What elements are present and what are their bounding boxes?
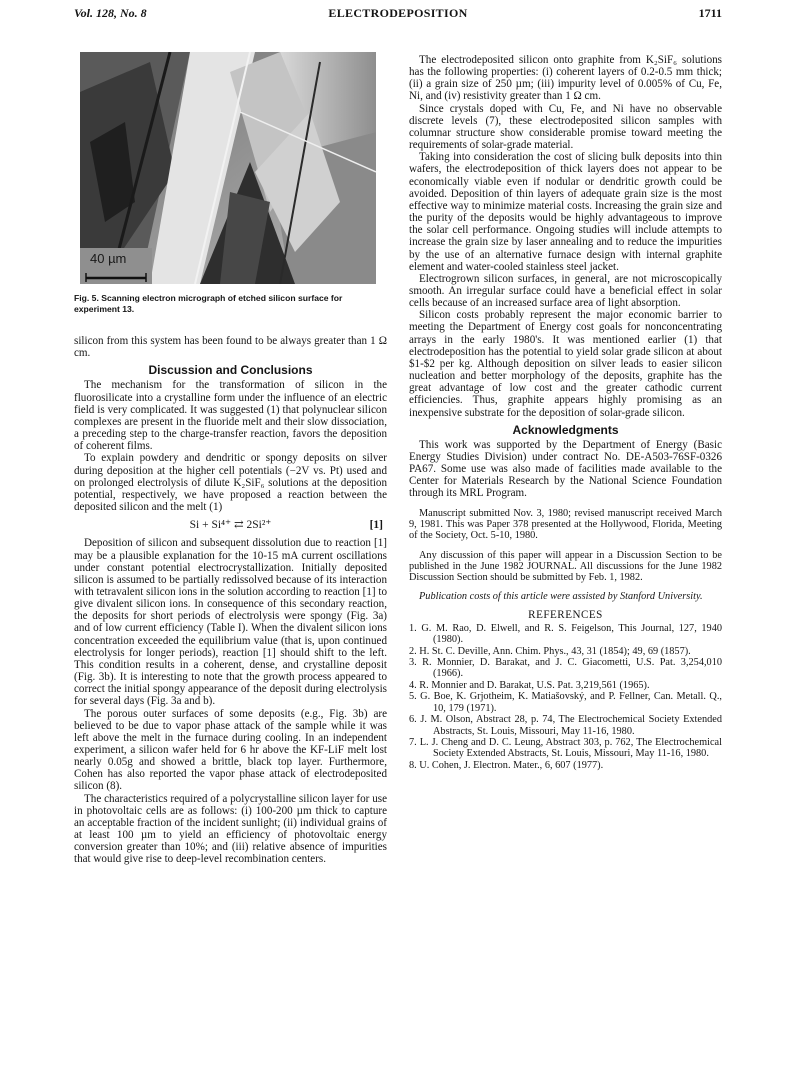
scale-bar-label: 40 µm <box>90 251 127 266</box>
references-list <box>409 623 722 771</box>
equation <box>74 519 387 531</box>
reference-item: 5. G. Boe, K. Grjotheim, K. Matiašovský, and P. Fellner, Can. Metall. Q., 10, 179 (1971). <box>409 691 722 714</box>
reference-item: 4. R. Monnier and D. Barakat, U.S. Pat. 3,219,561 (1965). <box>409 679 650 691</box>
paragraph: Since crystals doped with Cu, Fe, and Ni have no observable discrete levels (7), these electrodeposited silicon samples with columnar structure show considerable promise toward meeting the requirements of solar-grade material. <box>409 102 722 152</box>
paragraph: Electrogrown silicon surfaces, in general, are not microscopically smooth. An irregular surface could have a beneficial effect in solar cells because of an increased surface area of light absorption. <box>409 272 722 310</box>
reference-item: 8. U. Cohen, J. Electron. Mater., 6, 607 (1977). <box>409 759 604 771</box>
reference-item: 7. L. J. Cheng and D. C. Leung, Abstract 303, p. 762, The Electrochemical Society Extended Abstracts, St. Louis, Missouri, May 11-16, 1980. <box>409 736 722 760</box>
figure-caption: Fig. 5. Scanning electron micrograph of etched silicon surface for experiment 13. <box>74 293 343 314</box>
equation-number: [1] <box>369 519 383 532</box>
page-number: 1711 <box>698 6 722 20</box>
publication-note: Publication costs of this article were assisted by Stanford University. <box>419 591 703 603</box>
section-heading: Discussion and Conclusions <box>148 363 313 378</box>
discussion-note: Any discussion of this paper will appear in a Discussion Section to be published in the June 1982 JOURNAL. All discussions for the June 1982 Discussion Section should be submitted by Feb. 1, 1982. <box>409 549 722 584</box>
reference-item: 6. J. M. Olson, Abstract 28, p. 74, The Electrochemical Society Extended Abstracts, St. Louis, Missouri, May 11-16, 1980. <box>409 714 722 737</box>
reference-item: 1. G. M. Rao, D. Elwell, and R. S. Feigelson, This Journal, 127, 1940 (1980). <box>409 622 722 646</box>
journal-volume: Vol. 128, No. 8 <box>74 6 147 20</box>
reference-item: 2. H. St. C. Deville, Ann. Chim. Phys., 43, 31 (1854); 49, 69 (1857). <box>409 645 691 657</box>
paragraph: The characteristics required of a polycrystalline silicon layer for use in photovoltaic cells are as follows: (i) 100-200 µm thick to capture an acceptable fraction of the incident sunlight; (ii) individual grains of at least 100 µm to yield an efficiency of photovoltaic energy conversion greater than 10%; and (iii) relative absence of impurities that would give rise to deep-level recombination centers. <box>74 792 387 866</box>
acknowledgments-text: This work was supported by the Department of Energy (Basic Energy Studies Division) under contract No. DE-A503-76SF-0326 PA67. Some use was also made of facilities made available to the Center for Materials Research by the National Science Foundation through its MRL Program. <box>409 438 722 500</box>
paragraph: silicon from this system has been found to be always greater than 1 Ω cm. <box>74 335 387 360</box>
paragraph: Deposition of silicon and subsequent dissolution due to reaction [1] may be a plausible explanation for the 10-15 mA current oscillations under constant potential electrocrystallization. Initially deposited silicon is assumed to be partially redissolved because of its interaction with tetravalent silicon ions in the solution according to reaction [1] to give divalent silicon ions. In consequence of this secondary reaction, the deposits for short periods of electrolysis were spongy (Fig. 3a) and of low current efficiency (Table I). When the divalent silicon ions concentration exceeded the equilibrium value (that is, upon continued electrolysis for longer periods), reaction [1] should shift to the left. This condition results in a coherent, dense, and crystalline deposit (Fig. 3b). It is interesting to note that the growth process appeared to correct the initial spongy appearance of the deposit during electrolysis for several days (Fig. 3a and b). <box>74 537 387 708</box>
running-header <box>74 6 722 22</box>
paragraph: Silicon costs probably represent the major economic barrier to meeting the Department of Energy cost goals for nonconcentrating arrays in the early 1980's. It was mentioned earlier (1) that electrodeposition has the potential to yield solar grade silicon at about $1-$2 per kg. Although deposition on silver leads to easier silicon nucleation and better morphology of the deposits, graphite has the great advantage of low cost and the greater cathodic current efficiencies. Thus, graphite appears highly promising as an inexpensive substrate for the deposition of solar-grade silicon. <box>409 309 722 419</box>
paragraph: The electrodeposited silicon onto graphite from K₂SiF₆ solutions has the following properties: (i) coherent layers of 0.2-0.5 mm thick; (ii) a grain size of 250 µm; (iii) impurity level of 0.005% of Cu, Fe, Ni, and (iv) resistivity greater than 1 Ω cm. <box>409 54 722 103</box>
paragraph: The porous outer surfaces of some deposits (e.g., Fig. 3b) are believed to be due to vapor phase attack of the sample while it was left above the melt in the furnace during cooling. In an independent experiment, a silicon wafer held for 6 hr above the KF-LiF melt lost nearly 0.05g and showed a brittle, black top layer. Furthermore, Cohen has also reported the vapor phase attack of electrodeposited silicon (8). <box>74 707 387 793</box>
reference-item: 3. R. Monnier, D. Barakat, and J. C. Giacometti, U.S. Pat. 3,254,010 (1966). <box>409 657 722 680</box>
manuscript-note: Manuscript submitted Nov. 3, 1980; revised manuscript received March 9, 1981. This was Paper 378 presented at the Hollywood, Florida, Meeting of the Society, Oct. 5-10, 1980. <box>409 507 722 542</box>
equation-text: Si + Si⁴⁺ ⇄ 2Si²⁺ <box>189 519 272 532</box>
paragraph: The mechanism for the transformation of silicon in the fluorosilicate into a crystalline form under the influence of an electric field is very complicated. It was suggested (1) that polynuclear silicon complexes are present in the fluoride melt and their slow dissociation, a preceding step to the charge-transfer reaction, favors the deposition of coherent films. <box>74 379 387 453</box>
paragraph: To explain powdery and dendritic or spongy deposits on silver during deposition at the higher cell potentials (−2V vs. Pt) used and on prolonged electrolysis of dilute K₂SiF₆ solutions at the deposition potential, respectively, we have proposed a reaction between the deposited silicon and the melt (1) <box>74 452 387 514</box>
acknowledgments-heading: Acknowledgments <box>512 422 619 437</box>
left-column <box>74 335 387 866</box>
references-heading: REFERENCES <box>528 608 603 621</box>
micrograph-figure <box>80 52 376 284</box>
micrograph-image <box>80 52 376 284</box>
right-column <box>409 54 722 771</box>
section-title: ELECTRODEPOSITION <box>328 6 468 20</box>
paragraph: Taking into consideration the cost of slicing bulk deposits into thin wafers, the electrodeposition of thick layers does not appear to be economically viable even if nodular or dendritic growth could be avoided. Deposition of thin layers of adequate grain size is the most effective way to minimize material costs. Increasing the grain size and the purity of the deposits would be highly advantageous to improve the solar cell performance. Ongoing studies will include attempts to increase the grain size by laser annealing and to reduce the impurities by the use of an alternative furnace design with internal graphite element and water-cooled stainless steel jacket. <box>409 151 722 273</box>
